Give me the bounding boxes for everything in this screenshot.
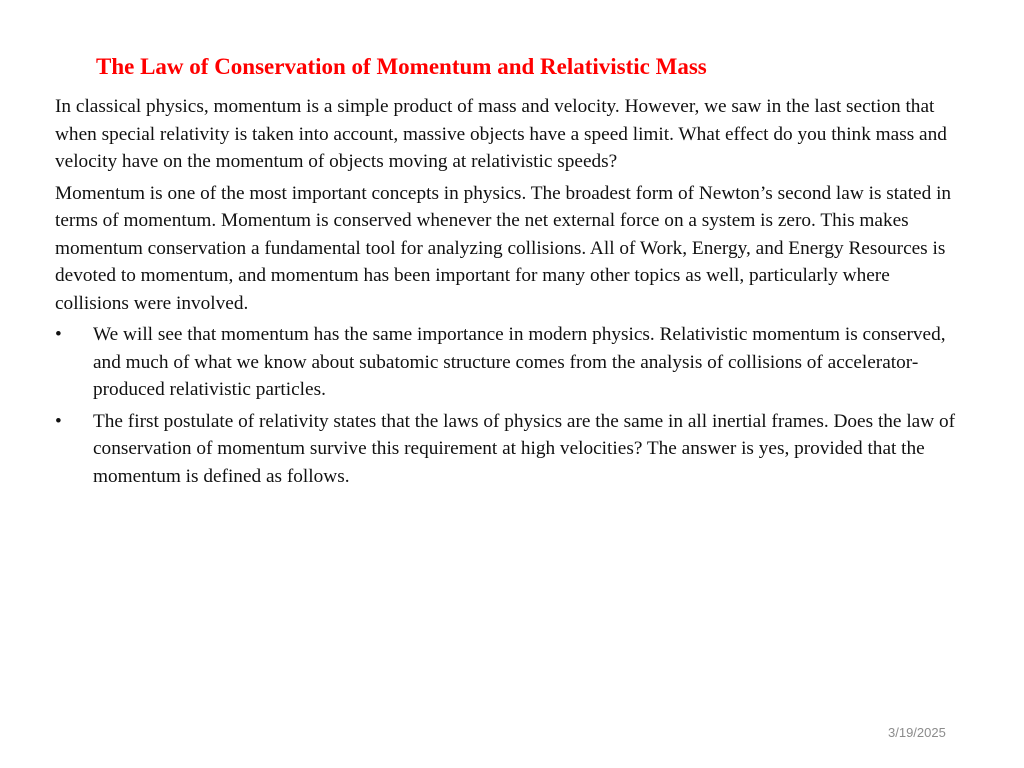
slide-date: 3/19/2025	[888, 725, 946, 740]
bullet-text-first-postulate: The first postulate of relativity states that the laws of physics are the same in all inertial frames. Does the law of conservation of momentum survive this requirement at high velocities? The answer is yes, provided that the momentum is defined as follows.	[93, 410, 956, 487]
bullet-item-modern-physics	[55, 321, 960, 404]
bullet-list	[55, 321, 960, 490]
slide-title: The Law of Conservation of Momentum and Relativistic Mass	[96, 54, 707, 79]
bullet-item-first-postulate	[55, 408, 960, 491]
slide-body	[55, 93, 960, 494]
bullet-text-modern-physics: We will see that momentum has the same importance in modern physics. Relativistic momentum is conserved, and much of what we know about subatomic structure comes from the analysis of collisions of accelerator-produced relativistic particles.	[93, 324, 946, 400]
paragraph-momentum-importance: Momentum is one of the most important concepts in physics. The broadest form of Newton’s second law is stated in terms of momentum. Momentum is conserved whenever the net external force on a system is zero. This makes momentum conservation a fundamental tool for analyzing collisions. All of Work, Energy, and Energy Resources is devoted to momentum, and momentum has been important for many other topics as well, particularly where collisions were involved.	[55, 182, 952, 314]
bullet-icon: •	[55, 410, 62, 432]
bullet-icon: •	[55, 324, 62, 345]
paragraph-classical-momentum: In classical physics, momentum is a simple product of mass and velocity. However, we saw in the last section that when special relativity is taken into account, massive objects have a speed limit. What effect do you think mass and velocity have on the momentum of objects moving at relativistic speeds?	[55, 96, 947, 172]
